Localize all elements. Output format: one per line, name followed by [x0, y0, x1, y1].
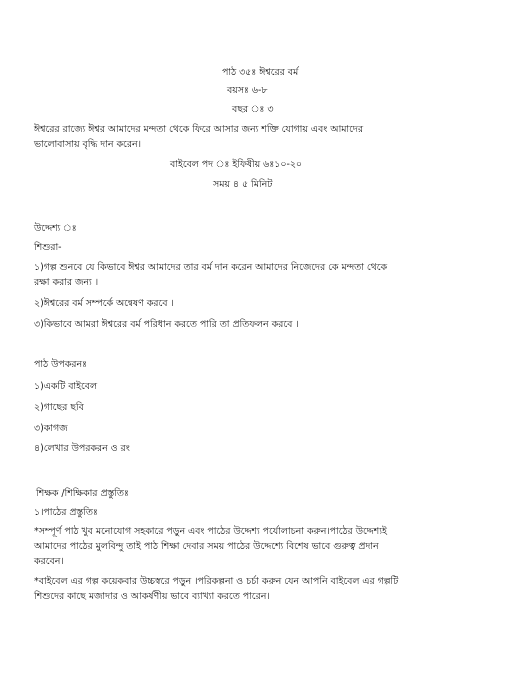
prep-para-2-line-1: *বাইবেল এর গল্প কয়েকবার উচ্চস্বরে পড়ুন ।পরিকল্পনা ও চর্চা করুন যেন আপনি বাইবেল এর গল্পটি — [34, 576, 399, 587]
lesson-title: পাঠ ৩৫ঃ ঈশ্বরের বর্ম — [222, 67, 299, 78]
summary-line-1: ঈশ্বরের রাজ্যে ঈশ্বর আমাদের মন্দতা থেকে ফিরে আসার জন্য শক্তি যোগায় এবং আমাদের — [34, 124, 363, 135]
material-1: ১)একটি বাইবেল — [34, 381, 97, 392]
material-3: ৩)কাগজ — [34, 423, 68, 434]
material-4: ৪)লেখার উপরকরন ও রং — [34, 443, 130, 454]
objective-1-line-1: ১)গল্প শুনবে যে কিভাবে ঈশ্বর আমাদের তার বর্ম দান করেন আমাদের নিজেদের কে মন্দতা থেকে — [34, 262, 388, 273]
prep-para-1-line-3: করবেন। — [34, 556, 64, 567]
prep-subheading-1: ১।পাঠের প্রস্তুতিঃ — [34, 507, 98, 518]
teacher-prep-heading: শিক্ষক /শিক্ষিকার প্রস্তুতিঃ — [36, 488, 129, 499]
prep-para-2-line-2: শিশুদের কাছে মজাদার ও আকর্ষণীয় ভাবে ব্যাখ্যা করতে পারেন। — [34, 591, 270, 602]
summary-line-2: ভালোবাসায় বৃদ্ধি দান করেন। — [34, 139, 141, 150]
prep-para-1-line-1: *সম্পূর্ণ পাঠ খুব মনোযোগ সহকারে পড়ুন এবং পাঠের উদ্দেশ্য পর্যোলাচনা করুন।পাঠের উদ্দেশ্যই — [34, 526, 387, 537]
objective-1-line-2: রক্ষা করার জন্য । — [34, 277, 99, 288]
material-2: ২)গাছের ছবি — [34, 402, 84, 413]
materials-heading: পাঠ উপকরনঃ — [34, 359, 88, 370]
objectives-subheading: শিশুরা- — [34, 242, 62, 253]
objective-3: ৩)কিভাবে আমরা ঈশ্বরের বর্ম পরিধান করতে পারি তা প্রতিফলন করবে । — [34, 319, 299, 330]
year-level: বছর ঃ ৩ — [232, 104, 274, 115]
lesson-duration: সময় ৪ ৫ মিনিট — [213, 179, 273, 190]
objectives-heading: উদ্দেশ্য ঃ — [34, 223, 77, 234]
bible-reference: বাইবেল পদ ঃ ইফিষীয় ৬ঃ১০-২০ — [170, 159, 303, 170]
prep-para-1-line-2: আমাদের পাঠের মুলবিন্দু তাই পাঠ শিক্ষা দেবার সময় পাঠের উদ্দেশ্যে বিশেষ ভাবে গুরুত্ব প্রদান — [34, 541, 379, 552]
age-range: বয়সঃ ৬-৮ — [227, 85, 268, 96]
objective-2: ২)ঈশ্বরের বর্ম সম্পর্কে অন্বেষণ করবে । — [34, 298, 174, 309]
